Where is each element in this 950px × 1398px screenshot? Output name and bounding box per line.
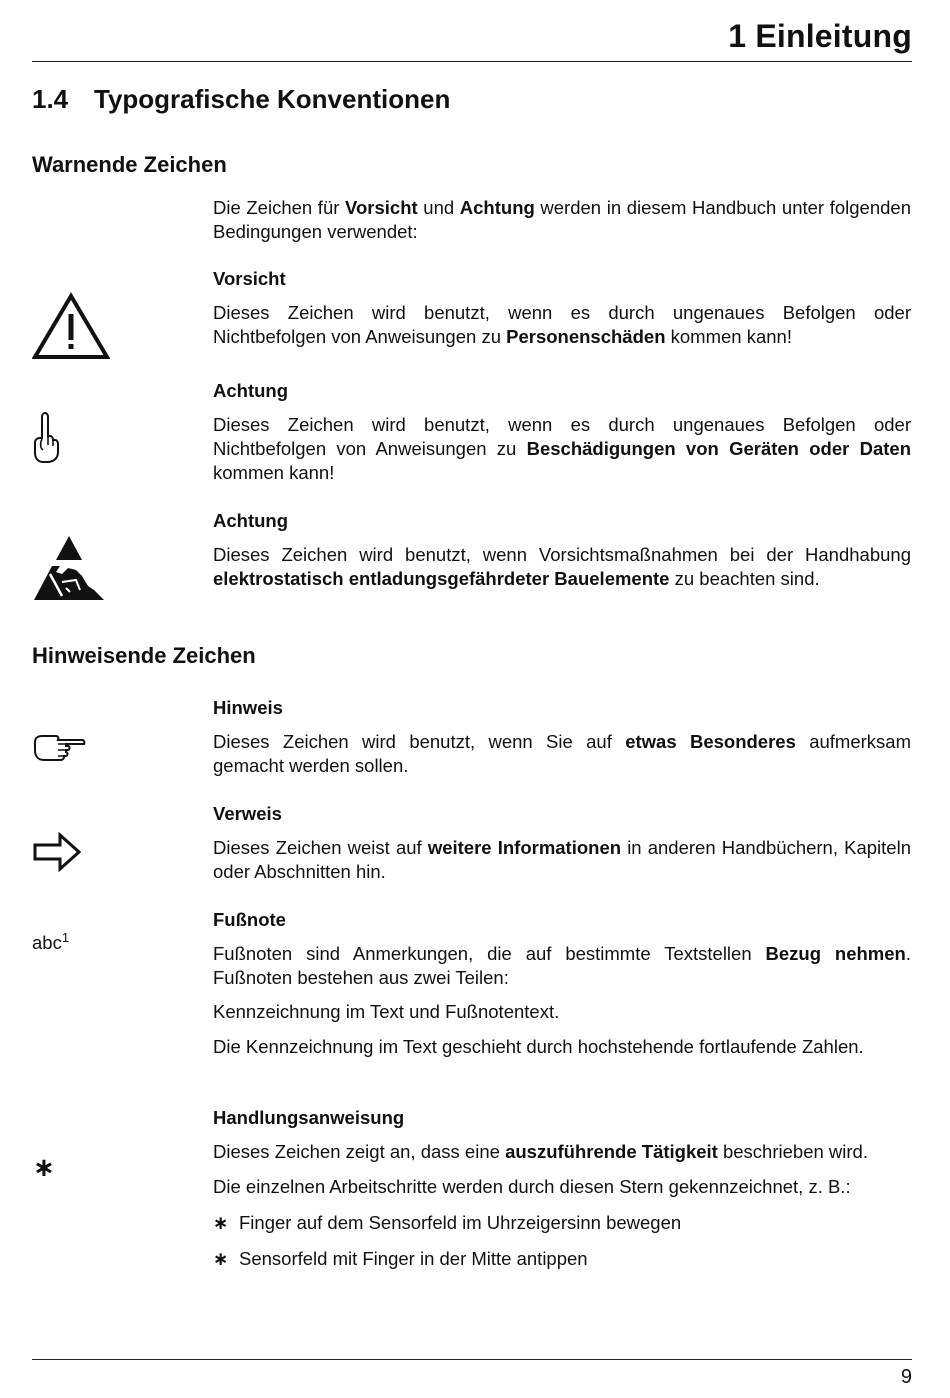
- handlung-title: Handlungsanweisung: [213, 1107, 405, 1128]
- hinweis-text: Dieses Zeichen wird benutzt, wenn Sie auf etwas Besonderes aufmerksam gemacht werden sollen.: [213, 731, 911, 776]
- fussnote-block: [213, 908, 911, 1059]
- fussnote-text: Fußnoten sind Anmerkungen, die auf bestimmte Textstellen Bezug nehmen. Fußnoten bestehen aus zwei Teilen:: [213, 943, 911, 988]
- achtung-title-2: Achtung: [213, 510, 289, 531]
- section-title-text: Typografische Konventionen: [94, 84, 451, 114]
- section-title: [32, 84, 450, 115]
- verweis-block: [213, 802, 911, 884]
- bullet-star-icon: ∗: [213, 1248, 229, 1269]
- verweis-text: Dieses Zeichen weist auf weitere Informationen in anderen Handbüchern, Kapiteln oder Abschnitten hin.: [213, 837, 911, 882]
- page-number: 9: [900, 1366, 912, 1388]
- achtung-title-1: Achtung: [213, 380, 289, 401]
- handlung-block: [213, 1106, 911, 1271]
- warning-triangle-icon: [32, 292, 110, 360]
- hinweis-title: Hinweis: [213, 697, 283, 718]
- fussnote-p2: Kennzeichnung im Text und Fußnotentext.: [213, 1001, 560, 1022]
- achtung-text-1: Dieses Zeichen wird benutzt, wenn es durch ungenaues Befolgen oder Nichtbefolgen von Anweisungen zu Beschädigungen von Geräten oder Daten kommen kann!: [213, 414, 911, 483]
- warn-heading: Warnende Zeichen: [32, 152, 227, 177]
- achtung-block-1: [213, 379, 911, 485]
- vorsicht-title: Vorsicht: [213, 268, 286, 289]
- bullet-star-icon: ∗: [213, 1212, 229, 1233]
- verweis-title: Verweis: [213, 803, 282, 824]
- achtung-block-2: [213, 509, 911, 591]
- list-item: ∗ Sensorfeld mit Finger in der Mitte antippen: [213, 1248, 588, 1269]
- chapter-title: 1 Einleitung: [728, 18, 912, 54]
- achtung-text-2: Dieses Zeichen wird benutzt, wenn Vorsichtsmaßnahmen bei der Handhabung elektrostatisch entladungsgefährdeter Bauelemente zu beachten sind.: [213, 544, 911, 589]
- footnote-symbol: abc$^1$: [32, 930, 70, 954]
- footer-rule: [32, 1359, 912, 1360]
- esd-warning-icon: [32, 534, 106, 602]
- handlung-p2: Die einzelnen Arbeitschritte werden durch diesen Stern gekennzeichnet, z. B.:: [213, 1176, 851, 1197]
- vorsicht-text: Dieses Zeichen wird benutzt, wenn es durch ungenaues Befolgen oder Nichtbefolgen von Anweisungen zu Personenschäden kommen kann!: [213, 302, 911, 347]
- list-item: ∗ Finger auf dem Sensorfeld im Uhrzeigersinn bewegen: [213, 1212, 682, 1233]
- pointing-hand-icon: [32, 732, 86, 762]
- hint-heading: Hinweisende Zeichen: [32, 643, 256, 668]
- hinweis-block: [213, 696, 911, 778]
- raised-finger-icon: [32, 410, 62, 464]
- fussnote-p3: Die Kennzeichnung im Text geschieht durch hochstehende fortlaufende Zahlen.: [213, 1036, 864, 1057]
- action-star-icon: ∗: [33, 1152, 55, 1182]
- fussnote-title: Fußnote: [213, 909, 286, 930]
- warn-intro: Die Zeichen für Vorsicht und Achtung werden in diesem Handbuch unter folgenden Bedingungen verwendet:: [213, 197, 911, 242]
- reference-arrow-icon: [32, 832, 82, 872]
- vorsicht-block: [213, 267, 911, 349]
- handlung-text: Dieses Zeichen zeigt an, dass eine auszuführende Tätigkeit beschrieben wird.: [213, 1141, 868, 1162]
- section-number: 1.4: [32, 84, 69, 114]
- header-rule: [32, 61, 912, 62]
